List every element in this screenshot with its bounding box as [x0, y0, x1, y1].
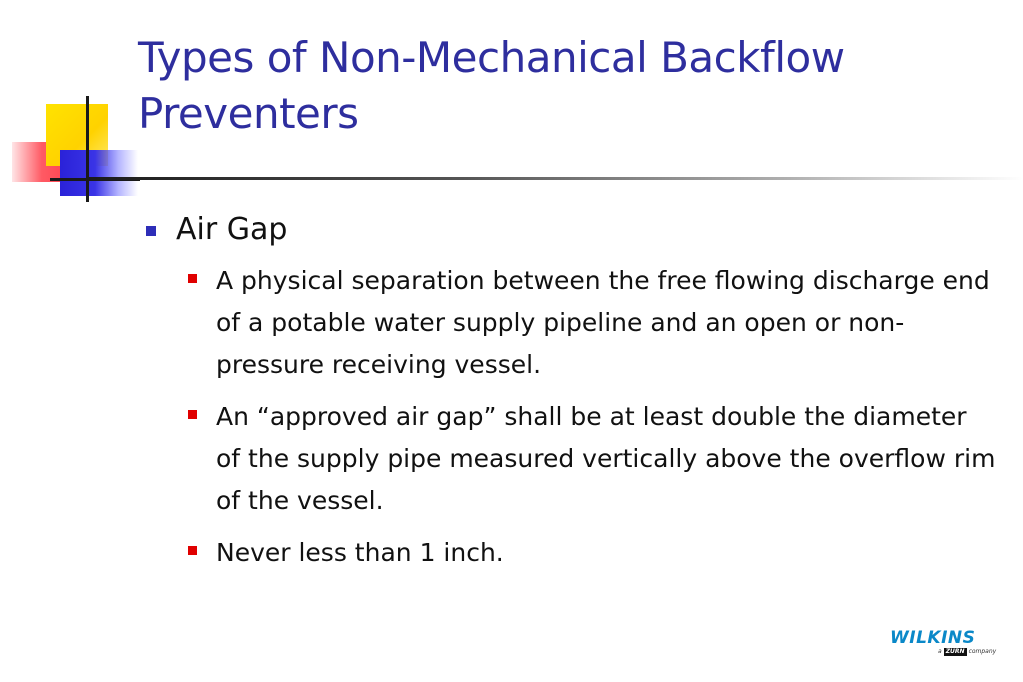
bullet-air-gap — [146, 210, 996, 250]
title-underline — [88, 177, 1023, 180]
wilkins-logo — [890, 628, 1000, 660]
decorative-blue-square — [60, 150, 138, 196]
square-bullet-icon — [188, 546, 197, 555]
slide-title: Types of Non-Mechanical Backflow Preventers — [138, 33, 845, 138]
logo-wordmark: WILKINS — [890, 628, 976, 648]
square-bullet-icon — [146, 226, 156, 236]
bullet-list — [146, 210, 996, 584]
sub-bullet-text: A physical separation between the free flowing discharge end of a potable water supply pipeline and an open or non-pressure receiving vessel. — [216, 266, 990, 379]
sub-bullet-definition — [188, 260, 996, 386]
decorative-vertical-line — [86, 96, 89, 202]
logo-tagline-suffix: company — [968, 648, 997, 655]
sub-bullet-text: An “approved air gap” shall be at least double the diameter of the supply pipe measured vertically above the overflow rim of the vessel. — [216, 402, 996, 515]
sub-bullet-approved-air-gap — [188, 396, 996, 522]
logo-tagline — [938, 648, 996, 656]
sub-bullet-minimum — [188, 532, 996, 574]
square-bullet-icon — [188, 410, 197, 419]
sub-bullet-text: Never less than 1 inch. — [216, 538, 504, 567]
logo-tagline-prefix: a — [938, 648, 942, 655]
square-bullet-icon — [188, 274, 197, 283]
bullet-text: Air Gap — [176, 212, 288, 247]
logo-tagline-brand: ZURN — [945, 648, 965, 655]
